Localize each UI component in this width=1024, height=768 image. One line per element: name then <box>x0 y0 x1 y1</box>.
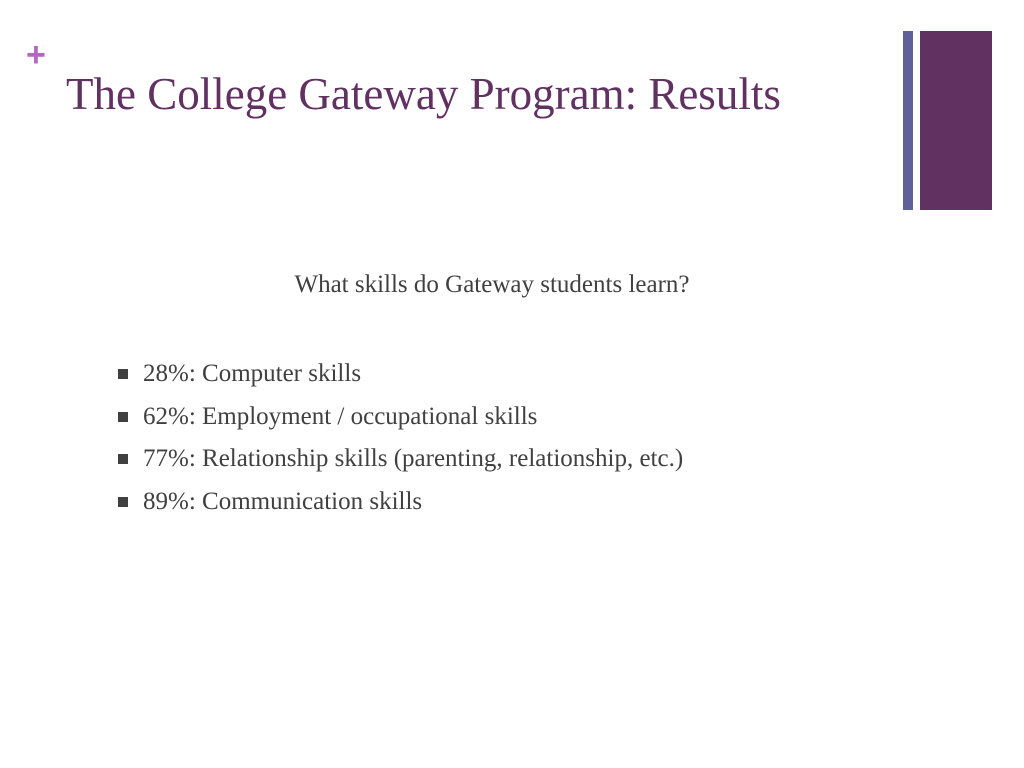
bullet-item <box>118 396 683 439</box>
square-bullet-icon <box>118 369 128 379</box>
plus-icon: + <box>26 36 46 74</box>
square-bullet-icon <box>118 454 128 464</box>
bullet-text: 89%: Communication skills <box>143 487 423 515</box>
square-bullet-icon <box>118 412 128 422</box>
slide-subheading: What skills do Gateway students learn? <box>294 271 690 298</box>
bullet-item <box>118 481 683 524</box>
decorative-thin-bar <box>903 31 913 210</box>
bullet-item <box>118 438 683 481</box>
slide-title: The College Gateway Program: Results <box>66 69 781 119</box>
decorative-block <box>920 31 992 210</box>
bullet-list <box>118 353 683 523</box>
bullet-text: 62%: Employment / occupational skills <box>143 402 538 430</box>
square-bullet-icon <box>118 497 128 507</box>
bullet-text: 28%: Computer skills <box>143 360 362 388</box>
bullet-text: 77%: Relationship skills (parenting, relationship, etc.) <box>143 445 684 473</box>
bullet-item <box>118 353 683 396</box>
